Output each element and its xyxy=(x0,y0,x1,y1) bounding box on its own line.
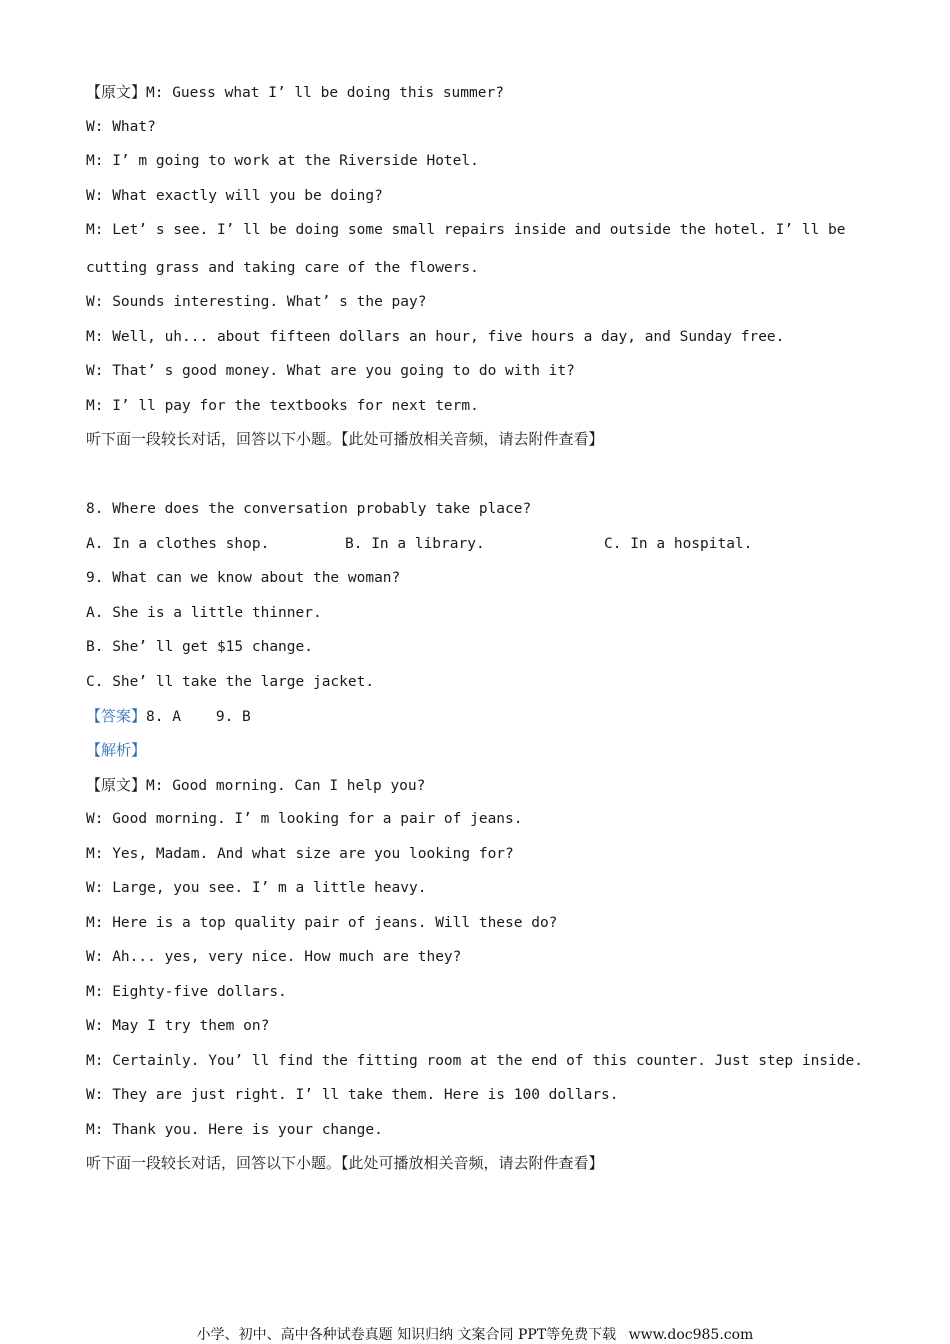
question-9-stem: 9. What can we know about the woman? xyxy=(86,570,401,586)
transcript-label: 【原文】 xyxy=(86,83,147,101)
transcript-line: W: They are just right. I’ ll take them. Here is 100 dollars. xyxy=(86,1087,619,1103)
transcript-line: 【原文】M: Good morning. Can I help you? xyxy=(86,776,426,794)
transcript-line: W: Ah... yes, very nice. How much are they? xyxy=(86,949,462,965)
transcript-line: M: I’ ll pay for the textbooks for next term. xyxy=(86,398,479,414)
question-9-option-a: A. She is a little thinner. xyxy=(86,605,322,621)
transcript-line: M: Here is a top quality pair of jeans. Will these do? xyxy=(86,915,558,931)
transcript-line: M: Certainly. You’ ll find the fitting room at the end of this counter. Just step inside. xyxy=(86,1053,863,1069)
question-8-option-c: C. In a hospital. xyxy=(604,536,753,552)
footer-link[interactable]: www.doc985.com xyxy=(628,1327,754,1343)
transcript-line: W: What exactly will you be doing? xyxy=(86,188,383,204)
transcript-label: 【原文】 xyxy=(86,776,147,794)
transcript-line: W: That’ s good money. What are you going to do with it? xyxy=(86,363,575,379)
audio-instruction: 听下面一段较长对话，回答以下小题。【此处可播放相关音频，请去附件查看】 xyxy=(86,430,604,448)
question-9-option-b: B. She’ ll get $15 change. xyxy=(86,639,313,655)
transcript-line: M: Well, uh... about fifteen dollars an hour, five hours a day, and Sunday free. xyxy=(86,329,785,345)
transcript-line: W: What? xyxy=(86,119,156,135)
transcript-line: 【原文】M: Guess what I’ ll be doing this summer? xyxy=(86,83,504,101)
transcript-line: W: May I try them on? xyxy=(86,1018,270,1034)
footer-text: 小学、初中、高中各种试卷真题 知识归纳 文案合同 PPT等免费下载 xyxy=(196,1327,617,1343)
answer-label: 【答案】 xyxy=(86,707,147,725)
analysis-label: 【解析】 xyxy=(86,741,147,759)
transcript-line: M: I’ m going to work at the Riverside Hotel. xyxy=(86,153,479,169)
transcript-line: M: Eighty-five dollars. xyxy=(86,984,287,1000)
question-8-option-b: B. In a library. xyxy=(345,536,485,552)
page-footer xyxy=(0,1324,950,1344)
audio-instruction: 听下面一段较长对话，回答以下小题。【此处可播放相关音频，请去附件查看】 xyxy=(86,1154,604,1172)
transcript-line: M: Thank you. Here is your change. xyxy=(86,1122,383,1138)
transcript-line: M: Yes, Madam. And what size are you looking for? xyxy=(86,846,514,862)
question-8-stem: 8. Where does the conversation probably take place? xyxy=(86,501,532,517)
question-9-option-c: C. She’ ll take the large jacket. xyxy=(86,674,375,690)
transcript-line: cutting grass and taking care of the flowers. xyxy=(86,260,479,276)
question-8-option-a: A. In a clothes shop. xyxy=(86,536,270,552)
answer-text: 8. A 9. B xyxy=(146,709,251,725)
transcript-line: W: Large, you see. I’ m a little heavy. xyxy=(86,880,427,896)
answer-line xyxy=(86,706,251,727)
transcript-line: W: Sounds interesting. What’ s the pay? xyxy=(86,294,427,310)
transcript-line: M: Let’ s see. I’ ll be doing some small repairs inside and outside the hotel. I’ ll be xyxy=(86,222,846,238)
transcript-line: W: Good morning. I’ m looking for a pair of jeans. xyxy=(86,811,523,827)
